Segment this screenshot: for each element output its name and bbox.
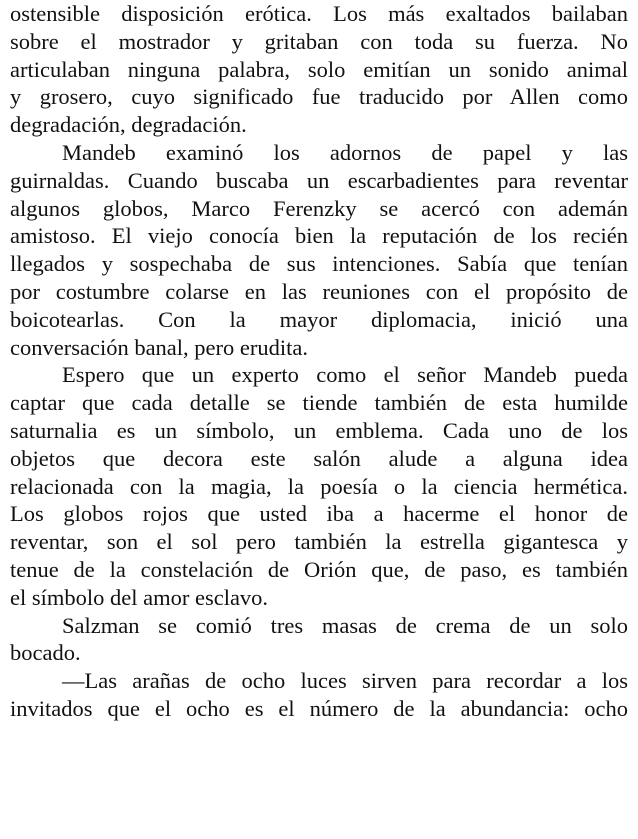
book-page: [10, 0, 628, 723]
text-line: y grosero, cuyo significado fue traducido por Allen como: [10, 84, 628, 110]
paragraph: [10, 139, 628, 361]
text-line: guirnaldas. Cuando buscaba un escarbadientes para reventar: [10, 167, 628, 193]
text-line: degradación, degradación.: [10, 112, 247, 138]
text-line: —Las arañas de ocho luces sirven para recordar a los: [62, 668, 628, 694]
text-line: el símbolo del amor esclavo.: [10, 584, 269, 610]
paragraph: [10, 0, 628, 139]
text-line: articulaban ninguna palabra, solo emitían un sonido animal: [10, 56, 628, 82]
text-line: conversación banal, pero erudita.: [10, 334, 308, 360]
text-line: tenue de la constelación de Orión que, de paso, es también: [10, 556, 628, 582]
paragraph: [10, 667, 628, 723]
text-line: bocado.: [10, 640, 81, 666]
text-line: Los globos rojos que usted iba a hacerme el honor de: [10, 501, 628, 527]
text-line: Salzman se comió tres masas de crema de un solo: [62, 612, 628, 638]
text-line: por costumbre colarse en las reuniones con el propósito de: [10, 278, 628, 304]
text-line: captar que cada detalle se tiende también de esta humilde: [10, 390, 628, 416]
text-line: algunos globos, Marco Ferenzky se acercó con ademán: [10, 195, 628, 221]
text-line: sobre el mostrador y gritaban con toda su fuerza. No: [10, 28, 628, 54]
paragraph: [10, 612, 628, 668]
text-line: amistoso. El viejo conocía bien la reputación de los recién: [10, 223, 628, 249]
text-line: invitados que el ocho es el número de la abundancia: ocho: [10, 695, 628, 721]
text-line: Mandeb examinó los adornos de papel y las: [62, 139, 628, 165]
text-line: relacionada con la magia, la poesía o la ciencia hermética.: [10, 473, 628, 499]
text-line: objetos que decora este salón alude a alguna idea: [10, 445, 628, 471]
paragraph: [10, 361, 628, 611]
text-line: saturnalia es un símbolo, un emblema. Cada uno de los: [10, 417, 628, 443]
text-line: Espero que un experto como el señor Mandeb pueda: [62, 362, 628, 388]
text-line: ostensible disposición erótica. Los más exaltados bailaban: [10, 1, 628, 26]
text-line: reventar, son el sol pero también la estrella gigantesca y: [10, 529, 628, 555]
text-line: llegados y sospechaba de sus intenciones. Sabía que tenían: [10, 251, 628, 277]
text-line: boicotearlas. Con la mayor diplomacia, inició una: [10, 306, 628, 332]
